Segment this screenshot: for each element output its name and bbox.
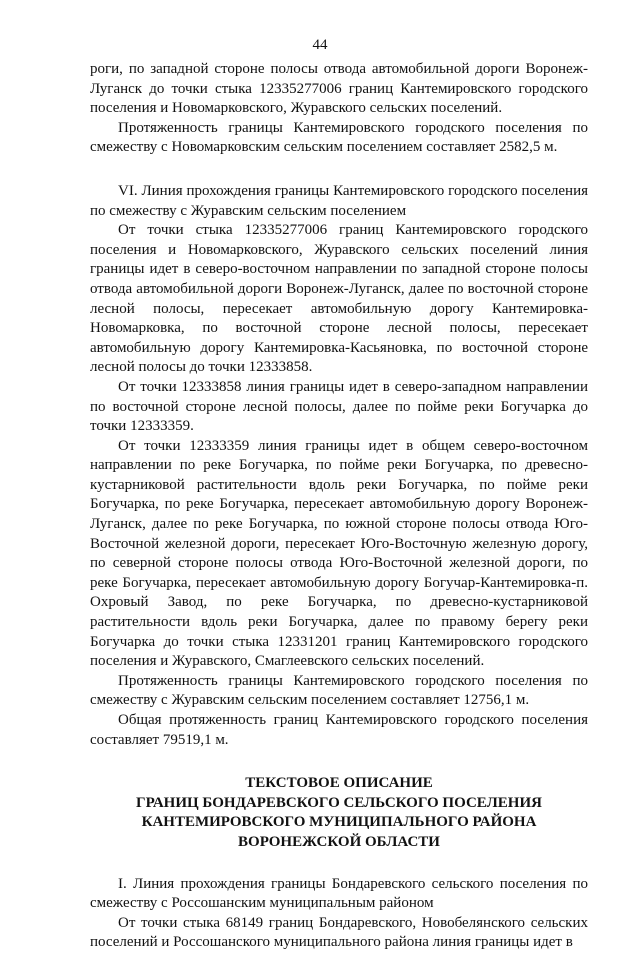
paragraph-continuation: роги, по западной стороне полосы отвода автомобильной дороги Воронеж-Луганск до точки стыка 12335277006 границ Кантемировского городского поселения и Новомарковского, Журавского сельских поселений. <box>90 61 588 117</box>
heading-line-4: ВОРОНЕЖСКОЙ ОБЛАСТИ <box>238 833 440 850</box>
section-vi-paragraph-1: От точки стыка 12335277006 границ Кантемировского городского поселения и Новомарковского, Журавского сельских поселений линия границы идет в северо-восточном направлении по западной стороне полосы отвода автомобильной дороги Воронеж-Луганск, далее по восточной стороне лесной полосы, пересекает автомобильную дорогу Кантемировка-Новомарковка, по восточной стороне лесной полосы, пересекает автомобильную дорогу Кантемировка-Касьяновка, по восточной стороне лесной полосы до точки 12333858. <box>90 222 588 376</box>
section-vi-paragraph-2: От точки 12333858 линия границы идет в северо-западном направлении по восточной стороне лесной полосы, далее по пойме реки Богучарка до точки 12333359. <box>90 378 588 435</box>
section-i-title: I. Линия прохождения границы Бондаревского сельского поселения по смежеству с Россошанским муниципальным районом <box>90 875 588 912</box>
page-number: 44 <box>312 37 328 53</box>
section-vi-paragraph-3: От точки 12333359 линия границы идет в общем северо-восточном направлении по реке Богучарка, по пойме реки Богучарка, по древесно-кустарниковой растительности вдоль реки Богучарка, по пойме реки Богучарка, по реке Богучарка, пересекает автомобильную дорогу Воронеж-Луганск, далее по реке Богучарка, по южной стороне полосы отвода Юго-Восточной железной дороги, пересекает Юго-Восточную железную дорогу, по северной стороне полосы отвода Юго-Восточной железной дороги, по реке Богучарка, пересекает автомобильную дорогу Богучар-Кантемировка-п. Охровый Завод, по реке Богучарка, по древесно-кустарниковой растительности вдоль реки Богучарка, далее по правому берегу реки Богучарка до точки стыка 12331201 границ Кантемировского городского поселения и Журавского, Смаглеевского сельских поселений. <box>90 437 588 670</box>
paragraph-length-novomarkovskoe: Протяженность границы Кантемировского городского поселения по смежеству с Новомарковским сельским поселением составляет 2582,5 м. <box>90 119 588 156</box>
section-i-paragraph-1: От точки стыка 68149 границ Бондаревского, Новобелянского сельских поселений и Россошанского муниципального района линия границы идет в <box>90 914 588 951</box>
document-body <box>90 60 588 953</box>
heading-line-1: ТЕКСТОВОЕ ОПИСАНИЕ <box>245 775 433 792</box>
section-vi-paragraph-4: Протяженность границы Кантемировского городского поселения по смежеству с Журавским сельским поселением составляет 12756,1 м. <box>90 672 588 709</box>
heading-line-2: ГРАНИЦ БОНДАРЕВСКОГО СЕЛЬСКОГО ПОСЕЛЕНИЯ <box>136 794 542 811</box>
heading-line-3: КАНТЕМИРОВСКОГО МУНИЦИПАЛЬНОГО РАЙОНА <box>141 814 537 831</box>
document-heading <box>90 774 588 852</box>
section-vi-paragraph-5: Общая протяженность границ Кантемировского городского поселения составляет 79519,1 м. <box>90 712 588 748</box>
section-vi-title: VI. Линия прохождения границы Кантемировского городского поселения по смежеству с Журавским сельским поселением <box>90 182 588 219</box>
